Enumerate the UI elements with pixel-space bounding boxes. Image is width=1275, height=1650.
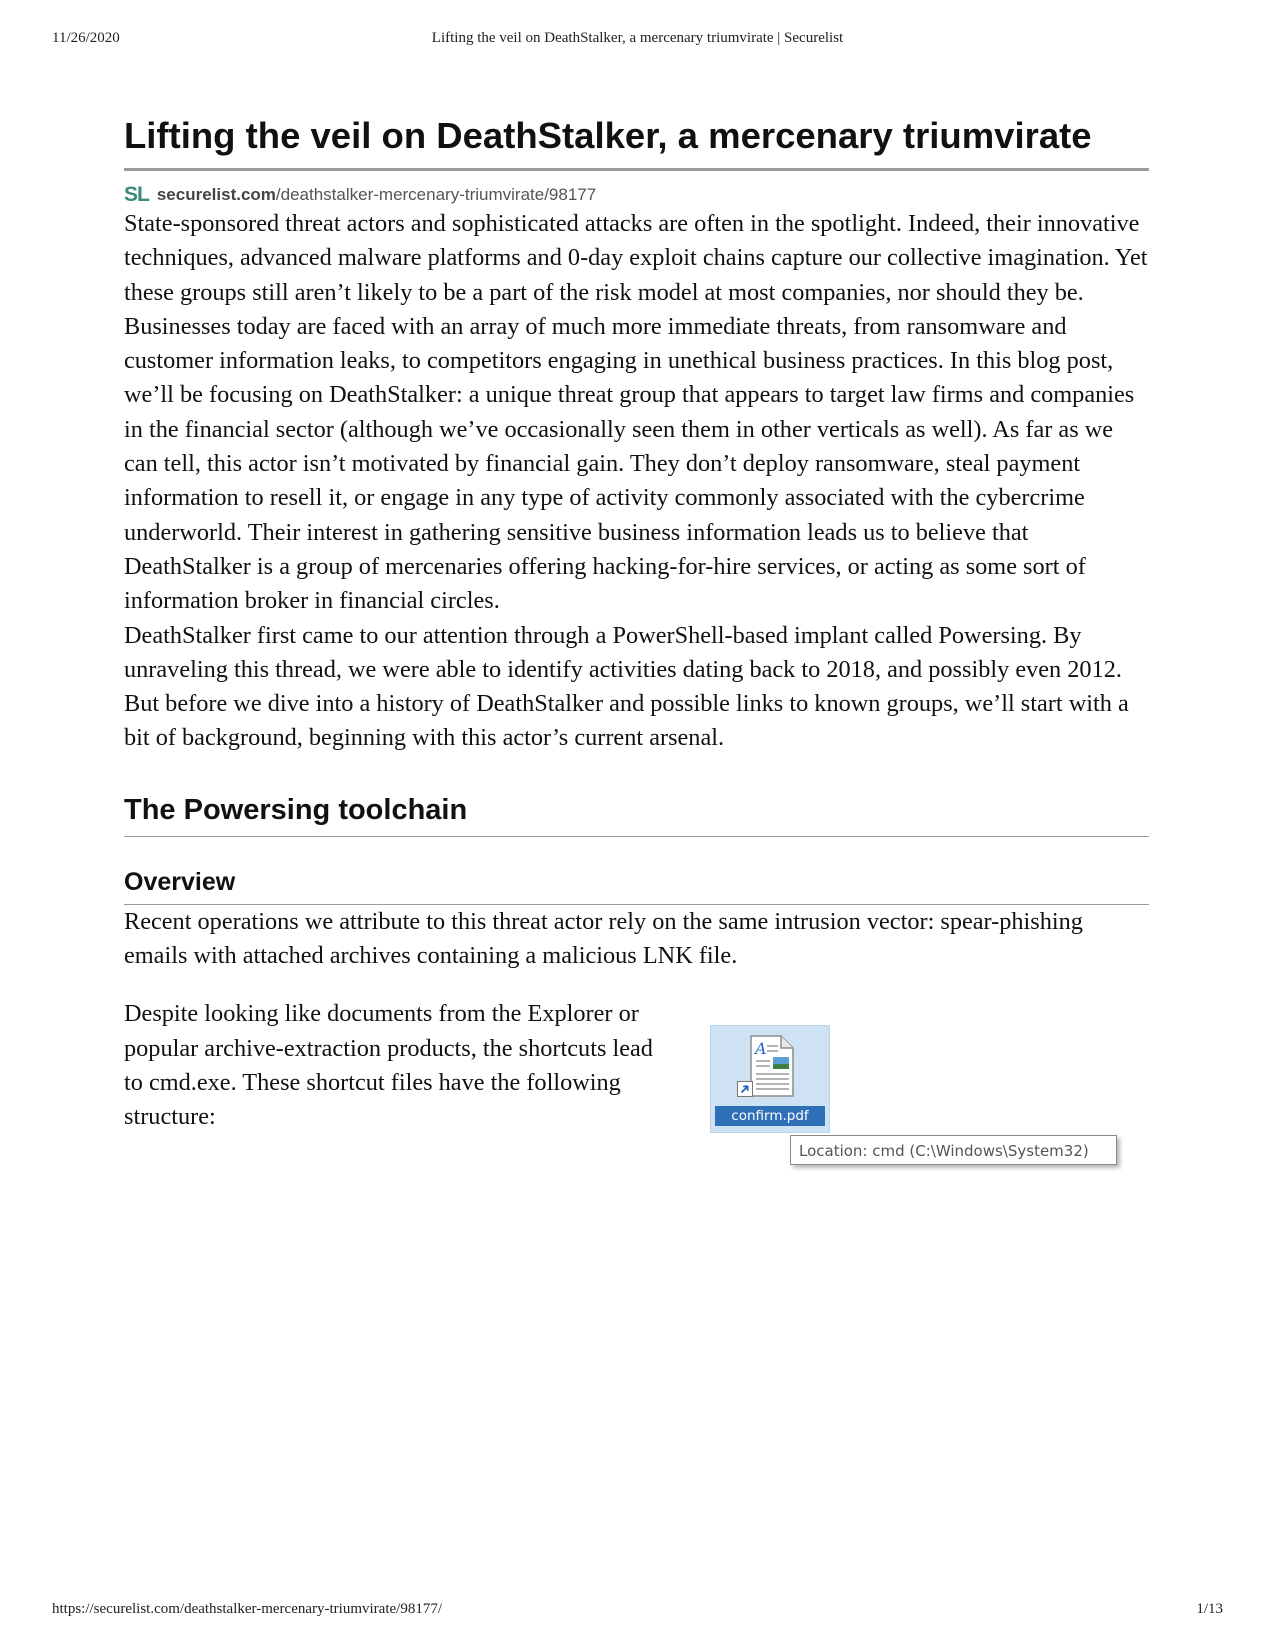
page-number: 1/13 [1196,1601,1223,1617]
shortcut-description-paragraph: Despite looking like documents from the Explorer or popular archive-extraction products, the shortcuts lead to cmd.exe. These shortcut files have the following structure: [124,1000,653,1131]
shortcut-arrow-icon [737,1081,753,1097]
securelist-logo: SL [124,183,149,206]
source-path: /deathstalker-mercenary-triumvirate/98177 [275,185,597,204]
print-header [52,30,1223,50]
subsection-heading: Overview [124,865,1149,905]
article-title: Lifting the veil on DeathStalker, a mercenary triumvirate [124,112,1149,171]
source-link[interactable] [157,185,596,205]
file-name-label: confirm.pdf [715,1106,825,1126]
overview-paragraph: Recent operations we attribute to this threat actor rely on the same intrusion vector: spear-phishing emails with attached archives containing a malicious LNK file. [124,907,1083,970]
article [124,112,1149,1187]
background-paragraph: DeathStalker first came to our attention through a PowerShell-based implant called Powersing. By unraveling this thread, we were able to identify activities dating back to 2018, and possibly even 2012. But before we dive into a history of DeathStalker and possible links to known groups, we’ll start with a bit of background, beginning with this actor’s current arsenal. [124,621,1129,752]
intro-paragraph: State-sponsored threat actors and sophisticated attacks are often in the spotlight. Indeed, their innovative techniques, advanced malware platforms and 0-day exploit chains capture our collective imagination. Yet these groups still aren’t likely to be a part of the risk model at most companies, nor should they be. Businesses today are faced with an array of much more immediate threats, from ransomware and customer information leaks, to competitors engaging in unethical business practices. In this blog post, we’ll be focusing on DeathStalker: a unique threat group that appears to target law firms and companies in the financial sector (although we’ve occasionally seen them in other verticals as well). As far as we can tell, this actor isn’t motivated by financial gain. They don’t deploy ransomware, steal payment information to resell it, or engage in any type of activity commonly associated with the cybercrime underworld. Their interest in gathering sensitive business information leads us to believe that DeathStalker is a group of mercenaries offering hacking-for-hire services, or acting as some sort of information broker in financial circles. [124,210,1148,615]
source-domain: securelist.com [156,185,276,204]
section-heading: The Powersing toolchain [124,790,1149,837]
location-tooltip: Location: cmd (C:\Windows\System32) [790,1135,1117,1165]
print-url: https://securelist.com/deathstalker-mercenary-triumvirate/98177/ [52,1601,442,1617]
print-page-title: Lifting the veil on DeathStalker, a mercenary triumvirate | Securelist [431,30,844,46]
shortcut-figure-row [124,997,1149,1187]
print-date: 11/26/2020 [52,30,120,46]
shortcut-file-screenshot [710,1025,830,1133]
svg-text:A: A [755,1039,767,1059]
source-line [124,183,1149,207]
print-footer [52,1601,1223,1621]
